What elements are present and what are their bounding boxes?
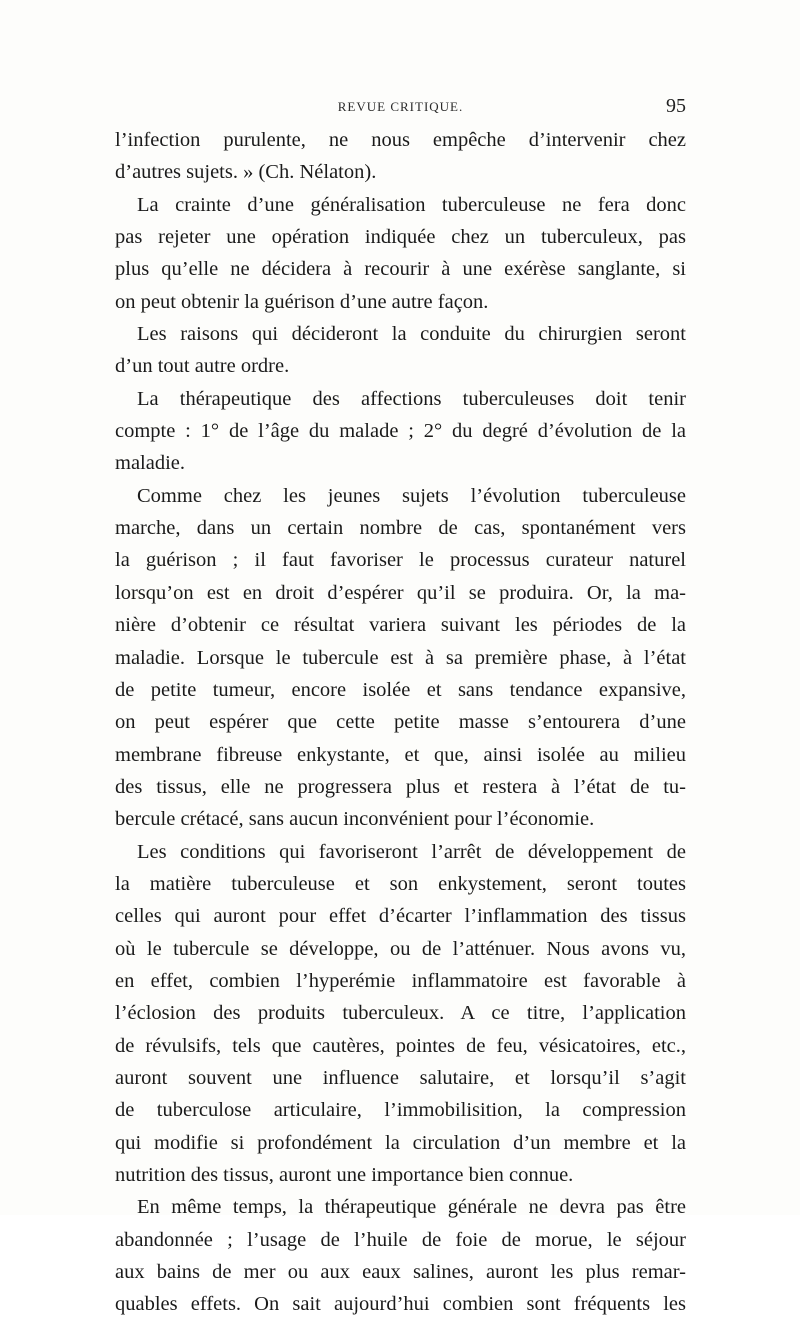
text-line: lorsqu’on est en droit d’espérer qu’il se produira. Or, la ma-: [115, 581, 686, 604]
text-line: aux bains de mer ou aux eaux salines, auront les plus remar-: [115, 1261, 686, 1284]
text-line: Les conditions qui favoriseront l’arrêt de développement de: [137, 840, 686, 863]
text-line: des tissus, elle ne progressera plus et restera à l’état de tu-: [115, 775, 686, 798]
text-line: nière d’obtenir ce résultat variera suivant les périodes de la: [115, 614, 686, 637]
text-line: nutrition des tissus, auront une importance bien connue.: [115, 1164, 574, 1186]
text-line: l’infection purulente, ne nous empêche d’intervenir chez: [115, 129, 686, 151]
text-line: La thérapeutique des affections tuberculeuses doit tenir: [137, 387, 686, 410]
running-title: REVUE CRITIQUE.: [337, 99, 464, 114]
page-number: 95: [666, 95, 686, 117]
text-line: membrane fibreuse enkystante, et que, ainsi isolée au milieu: [115, 743, 686, 766]
text-line: la guérison ; il faut favoriser le processus curateur naturel: [115, 549, 686, 572]
text-line: abandonnée ; l’usage de l’huile de foie de morue, le séjour: [115, 1228, 686, 1251]
text-line: de révulsifs, tels que cautères, pointes de feu, vésicatoires, etc.,: [115, 1034, 686, 1057]
running-header: [115, 95, 686, 119]
text-line: celles qui auront pour effet d’écarter l’inflammation des tissus: [115, 905, 686, 928]
text-line: plus qu’elle ne décidera à recourir à une exérèse sanglante, si: [115, 258, 686, 281]
text-line: Les raisons qui décideront la conduite du chirurgien seront: [137, 323, 686, 346]
text-line: où le tubercule se développe, ou de l’atténuer. Nous avons vu,: [115, 937, 686, 960]
text-line: pas rejeter une opération indiquée chez un tuberculeux, pas: [115, 226, 686, 249]
text-line: de petite tumeur, encore isolée et sans tendance expansive,: [115, 678, 686, 701]
text-line: auront souvent une influence salutaire, et lorsqu’il s’agit: [115, 1066, 686, 1089]
text-line: Comme chez les jeunes sujets l’évolution tuberculeuse: [137, 484, 686, 507]
text-line: compte : 1° de l’âge du malade ; 2° du degré d’évolution de la: [115, 420, 686, 443]
text-line: l’éclosion des produits tuberculeux. A ce titre, l’application: [115, 1002, 686, 1025]
text-line: quables effets. On sait aujourd’hui combien sont fréquents les: [115, 1293, 686, 1316]
text-line: bercule crétacé, sans aucun inconvénient pour l’économie.: [115, 808, 595, 831]
text-line: maladie.: [115, 452, 186, 475]
text-line: d’un tout autre ordre.: [115, 355, 290, 378]
text-line: d’autres sujets. » (Ch. Nélaton).: [115, 161, 377, 184]
text-line: maladie. Lorsque le tubercule est à sa première phase, à l’état: [115, 646, 686, 669]
text-line: En même temps, la thérapeutique générale ne devra pas être: [137, 1196, 686, 1219]
text-line: marche, dans un certain nombre de cas, spontanément vers: [115, 517, 686, 540]
body-text: [115, 124, 686, 1321]
text-line: en effet, combien l’hyperémie inflammatoire est favorable à: [115, 969, 686, 992]
text-line: qui modifie si profondément la circulation d’un membre et la: [115, 1131, 686, 1154]
text-line: de tuberculose articulaire, l’immobilisition, la compression: [115, 1099, 686, 1122]
text-line: La crainte d’une généralisation tuberculeuse ne fera donc: [137, 193, 686, 216]
text-line: on peut obtenir la guérison d’une autre façon.: [115, 290, 489, 313]
text-line: la matière tuberculeuse et son enkystement, seront toutes: [115, 872, 686, 895]
text-line: on peut espérer que cette petite masse s’entourera d’une: [115, 711, 686, 734]
